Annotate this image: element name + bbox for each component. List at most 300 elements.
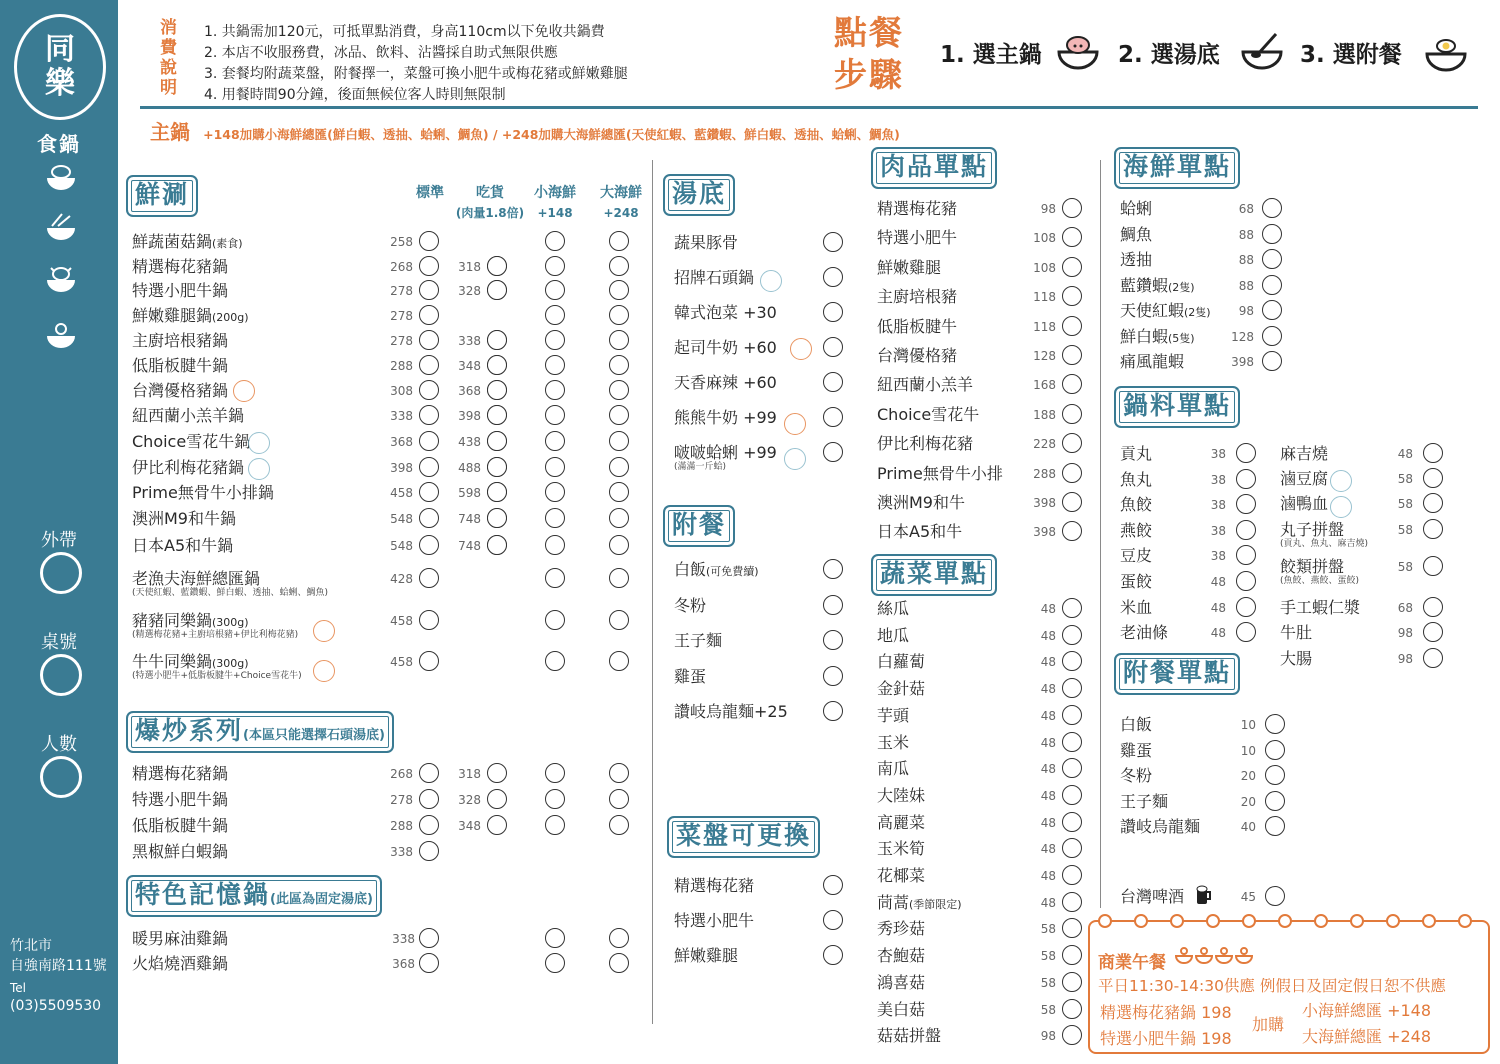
order-checkbox[interactable] <box>487 280 507 300</box>
item-name: 丸子拼盤 <box>1280 520 1345 539</box>
binder-ring <box>1134 914 1148 928</box>
item-price: 398 <box>1231 355 1254 369</box>
seal-stamp-icon <box>313 620 335 642</box>
item-price: 58 <box>1397 560 1413 574</box>
item-name: 精選梅花豬鍋 <box>132 257 229 276</box>
item-price: 48 <box>1040 735 1056 750</box>
stirfry-sub: (本區只能選擇石頭湯底) <box>243 728 385 743</box>
order-checkbox[interactable] <box>1062 286 1082 306</box>
notice-tag-char: 費 <box>160 38 177 58</box>
order-checkbox[interactable] <box>1423 493 1443 513</box>
tel-number: (03)5509530 <box>10 998 102 1014</box>
order-checkbox[interactable] <box>1062 972 1082 992</box>
order-checkbox[interactable] <box>823 267 843 287</box>
order-checkbox[interactable] <box>609 928 629 948</box>
item-price: 10 <box>1240 743 1256 758</box>
item-name: 秀珍菇 <box>877 919 926 939</box>
order-checkbox[interactable] <box>1236 469 1256 489</box>
order-checkbox[interactable] <box>487 256 507 276</box>
order-checkbox[interactable] <box>487 431 507 451</box>
main-pot-note <box>150 116 900 145</box>
order-checkbox[interactable] <box>609 535 629 555</box>
item-name: 透抽 <box>1120 250 1153 269</box>
order-checkbox[interactable] <box>1062 257 1082 277</box>
beer-mug-icon <box>1196 885 1212 905</box>
order-checkbox[interactable] <box>609 405 629 425</box>
order-checkbox[interactable] <box>487 330 507 350</box>
item-name: 藍鑽蝦(2隻) <box>1120 275 1195 295</box>
order-checkbox[interactable] <box>545 815 565 835</box>
item-price: 58 <box>1040 922 1056 937</box>
order-checkbox[interactable] <box>545 535 565 555</box>
item-price: 48 <box>1210 600 1226 615</box>
order-checkbox[interactable] <box>1265 816 1285 836</box>
order-checkbox[interactable] <box>1062 651 1082 671</box>
order-checkbox[interactable] <box>419 841 439 861</box>
item-name: 日本A5和牛鍋 <box>132 536 234 555</box>
item-price: 548 <box>390 539 413 553</box>
section-title-meat: 肉品單點 <box>871 147 997 189</box>
order-checkbox[interactable] <box>1062 404 1082 424</box>
order-checkbox[interactable] <box>1262 275 1282 295</box>
order-checkbox[interactable] <box>419 256 439 276</box>
order-checkbox[interactable] <box>1423 648 1443 668</box>
item-price: 48 <box>1040 895 1056 910</box>
seal-stamp-icon <box>784 413 806 435</box>
item-price: 598 <box>458 486 481 500</box>
order-checkbox[interactable] <box>545 305 565 325</box>
order-checkbox[interactable] <box>1262 300 1282 320</box>
takeout-checkbox[interactable] <box>40 552 82 594</box>
order-checkbox[interactable] <box>419 508 439 528</box>
order-checkbox[interactable] <box>487 815 507 835</box>
seal-stamp-icon <box>1330 496 1352 518</box>
seal-stamp-icon <box>784 448 806 470</box>
notice-tag-char: 消 <box>160 18 177 38</box>
order-checkbox[interactable] <box>419 305 439 325</box>
item-name: 高麗菜 <box>877 812 926 832</box>
order-checkbox[interactable] <box>823 337 843 357</box>
order-checkbox[interactable] <box>419 457 439 477</box>
order-checkbox[interactable] <box>609 256 629 276</box>
item-price: 118 <box>1033 290 1056 305</box>
order-checkbox[interactable] <box>1062 492 1082 512</box>
item-name: 大腸 <box>1280 649 1313 668</box>
table-number-field[interactable] <box>40 654 82 696</box>
section-title-memory <box>126 875 382 917</box>
item-name: 花椰菜 <box>877 866 926 885</box>
item-note: (200g) <box>212 311 249 324</box>
order-checkbox[interactable] <box>419 482 439 502</box>
order-checkbox[interactable] <box>1265 714 1285 734</box>
order-checkbox[interactable] <box>487 763 507 783</box>
item-price: 20 <box>1240 794 1256 809</box>
item-name: 大陸妹 <box>877 785 926 805</box>
item-price: 38 <box>1210 549 1226 564</box>
order-checkbox[interactable] <box>823 232 843 252</box>
seal-stamp-icon <box>233 380 255 402</box>
order-checkbox[interactable] <box>1423 622 1443 642</box>
order-checkbox[interactable] <box>609 231 629 251</box>
order-checkbox[interactable] <box>545 763 565 783</box>
item-price: 10 <box>1240 718 1256 732</box>
section-title-veg: 蔬菜單點 <box>871 554 997 596</box>
order-checkbox[interactable] <box>609 280 629 300</box>
order-checkbox[interactable] <box>419 568 439 588</box>
item-name: 麻吉燒 <box>1280 444 1329 463</box>
order-checkbox[interactable] <box>823 407 843 427</box>
item-price: 68 <box>1397 601 1413 615</box>
binder-ring <box>1278 914 1292 928</box>
item-price: 48 <box>1210 626 1226 641</box>
order-checkbox[interactable] <box>419 763 439 783</box>
order-checkbox[interactable] <box>545 482 565 502</box>
notice-line: 2. 本店不收服務費，冰品、飲料、沾醬採自助式無限供應 <box>204 45 558 61</box>
item-name: 痛風龍蝦 <box>1120 352 1185 371</box>
order-checkbox[interactable] <box>609 763 629 783</box>
item-price: 368 <box>390 435 413 449</box>
order-checkbox[interactable] <box>545 953 565 973</box>
item-name: 滷鴨血 <box>1280 494 1329 513</box>
order-checkbox[interactable] <box>419 431 439 451</box>
order-checkbox[interactable] <box>545 280 565 300</box>
order-checkbox[interactable] <box>1062 345 1082 365</box>
item-name: 低脂板腱牛鍋 <box>132 816 229 835</box>
item-name: 蛤蜊 <box>1120 199 1153 218</box>
item-name: 黑椒鮮白蝦鍋 <box>132 842 229 861</box>
order-checkbox[interactable] <box>1265 791 1285 811</box>
order-checkbox[interactable] <box>545 405 565 425</box>
order-checkbox[interactable] <box>1236 622 1256 642</box>
people-count-field[interactable] <box>40 756 82 798</box>
order-checkbox[interactable] <box>823 372 843 392</box>
item-price: 268 <box>390 260 413 274</box>
item-name: 豬豬同樂鍋(300g) <box>132 611 249 630</box>
order-checkbox[interactable] <box>1265 740 1285 760</box>
item-name: 冬粉 <box>674 596 707 615</box>
order-checkbox[interactable] <box>1062 521 1082 541</box>
item-price: 38 <box>1210 523 1226 538</box>
logo <box>14 14 106 120</box>
item-price: 288 <box>390 819 413 833</box>
order-checkbox[interactable] <box>419 330 439 350</box>
order-checkbox[interactable] <box>1062 892 1082 912</box>
order-checkbox[interactable] <box>1062 463 1082 483</box>
order-checkbox[interactable] <box>545 330 565 350</box>
item-price: 58 <box>1040 1002 1056 1017</box>
item-name: 米血 <box>1120 597 1153 617</box>
column-divider <box>652 160 653 1024</box>
item-price: 348 <box>458 819 481 833</box>
order-checkbox[interactable] <box>1062 865 1082 885</box>
order-checkbox[interactable] <box>609 508 629 528</box>
order-checkbox[interactable] <box>609 355 629 375</box>
order-checkbox[interactable] <box>1423 468 1443 488</box>
order-checkbox[interactable] <box>1062 316 1082 336</box>
section-title-side: 附餐 <box>663 505 735 547</box>
item-price: 288 <box>1033 466 1056 481</box>
order-checkbox[interactable] <box>1062 785 1082 805</box>
seal-stamp-icon <box>248 432 270 454</box>
order-checkbox[interactable] <box>609 482 629 502</box>
seal-stamp-icon <box>760 270 782 292</box>
order-checkbox[interactable] <box>419 380 439 400</box>
order-checkbox[interactable] <box>1062 227 1082 247</box>
order-checkbox[interactable] <box>1262 249 1282 269</box>
col-small-sea-sub: +148 <box>537 206 573 220</box>
order-checkbox[interactable] <box>545 431 565 451</box>
order-checkbox[interactable] <box>609 568 629 588</box>
order-checkbox[interactable] <box>545 256 565 276</box>
item-price: 338 <box>392 932 415 946</box>
item-price: 288 <box>390 359 413 373</box>
order-checkbox[interactable] <box>1062 678 1082 698</box>
order-checkbox[interactable] <box>609 305 629 325</box>
order-checkbox[interactable] <box>1062 198 1082 218</box>
item-name: 貢丸 <box>1120 444 1153 463</box>
section-title-veg-swap: 菜盤可更換 <box>667 816 820 858</box>
item-name: Prime無骨牛小排 <box>877 463 1003 483</box>
order-checkbox[interactable] <box>419 280 439 300</box>
item-price: 68 <box>1238 202 1254 216</box>
order-checkbox[interactable] <box>609 380 629 400</box>
order-checkbox[interactable] <box>487 355 507 375</box>
item-name: 白飯 <box>1120 715 1153 734</box>
item-price: 98 <box>1040 1029 1056 1044</box>
item-sub-note: (特選小肥牛+低脂板腱牛+Choice雪花牛) <box>132 671 302 681</box>
order-checkbox[interactable] <box>487 457 507 477</box>
item-price: 368 <box>458 384 481 398</box>
cow-pot-icon <box>44 264 78 298</box>
item-price: 58 <box>1397 523 1413 537</box>
section-title-xianshua: 鮮涮 <box>126 175 198 217</box>
order-checkbox[interactable] <box>1236 443 1256 463</box>
item-name: 特選小肥牛鍋 <box>132 281 229 300</box>
order-checkbox[interactable] <box>1423 519 1443 539</box>
seal-stamp-icon <box>248 458 270 480</box>
item-price: 98 <box>1238 304 1254 318</box>
binder-ring <box>1386 914 1400 928</box>
item-price: 438 <box>458 435 481 449</box>
item-price: 348 <box>458 359 481 373</box>
item-price: 45 <box>1240 890 1256 904</box>
order-checkbox[interactable] <box>419 651 439 671</box>
order-checkbox[interactable] <box>1265 765 1285 785</box>
item-price: 58 <box>1040 949 1056 964</box>
order-checkbox[interactable] <box>487 789 507 809</box>
lunch-set-1: 精選梅花豬鍋 198 <box>1100 1003 1232 1022</box>
binder-ring <box>1098 914 1112 928</box>
order-checkbox[interactable] <box>487 482 507 502</box>
item-price: 58 <box>1397 497 1413 511</box>
soup-bowl-icon <box>1240 32 1284 76</box>
order-checkbox[interactable] <box>609 789 629 809</box>
binder-ring <box>1458 914 1472 928</box>
order-checkbox[interactable] <box>1062 705 1082 725</box>
item-price: 48 <box>1397 447 1413 461</box>
item-price: 428 <box>390 572 413 586</box>
pig-pot-icon <box>1056 32 1100 76</box>
item-name: 台灣啤酒 <box>1120 887 1185 906</box>
order-checkbox[interactable] <box>1262 326 1282 346</box>
notice-tag-char: 明 <box>160 78 177 98</box>
item-name: 玉米 <box>877 732 910 752</box>
order-checkbox[interactable] <box>1062 433 1082 453</box>
order-checkbox[interactable] <box>823 630 843 650</box>
item-sub-note: (魚餃、燕餃、蛋餃) <box>1280 576 1360 586</box>
order-checkbox[interactable] <box>823 302 843 322</box>
order-checkbox[interactable] <box>545 457 565 477</box>
item-name: 餃類拼盤 <box>1280 557 1345 576</box>
seal-stamp-icon <box>1330 470 1352 492</box>
stirfry-title: 爆炒系列 <box>135 716 244 745</box>
order-checkbox[interactable] <box>487 535 507 555</box>
item-note: (300g) <box>212 616 249 629</box>
item-name: 滷豆腐 <box>1280 469 1329 488</box>
order-checkbox[interactable] <box>419 405 439 425</box>
order-checkbox[interactable] <box>609 431 629 451</box>
order-checkbox[interactable] <box>609 651 629 671</box>
notice-line: 1. 共鍋需加120元，可抵單點消費，身高110cm以下免收共鍋費 <box>204 24 605 40</box>
notice-line: 4. 用餐時間90分鐘，後面無候位客人時則無限制 <box>204 87 506 103</box>
steps-title-line: 點餐 <box>834 13 904 52</box>
order-checkbox[interactable] <box>1062 945 1082 965</box>
item-name: 主廚培根豬鍋 <box>132 331 229 350</box>
order-checkbox[interactable] <box>545 789 565 809</box>
people-label: 人數 <box>41 734 77 755</box>
order-checkbox[interactable] <box>1262 224 1282 244</box>
order-checkbox[interactable] <box>487 380 507 400</box>
item-name: 精選梅花豬 <box>674 876 755 895</box>
item-price: 108 <box>1033 260 1056 275</box>
order-checkbox[interactable] <box>1062 625 1082 645</box>
order-checkbox[interactable] <box>1423 443 1443 463</box>
item-name: 天使紅蝦(2隻) <box>1120 301 1211 320</box>
item-price: 48 <box>1040 682 1056 697</box>
item-name: 鮮蔬菌菇鍋(素食) <box>132 232 243 251</box>
order-checkbox[interactable] <box>1062 812 1082 832</box>
order-checkbox[interactable] <box>609 457 629 477</box>
item-price: 488 <box>458 461 481 475</box>
order-checkbox[interactable] <box>823 559 843 579</box>
order-checkbox[interactable] <box>823 910 843 930</box>
order-checkbox[interactable] <box>545 508 565 528</box>
order-checkbox[interactable] <box>1423 556 1443 576</box>
order-checkbox[interactable] <box>419 231 439 251</box>
order-checkbox[interactable] <box>609 330 629 350</box>
order-checkbox[interactable] <box>419 355 439 375</box>
order-checkbox[interactable] <box>1423 597 1443 617</box>
item-price: 98 <box>1397 652 1413 666</box>
item-name: 讚岐烏龍麵 <box>1120 817 1201 837</box>
order-checkbox[interactable] <box>1062 598 1082 618</box>
order-checkbox[interactable] <box>419 610 439 630</box>
item-name: 王子麵 <box>1120 791 1169 811</box>
order-checkbox[interactable] <box>609 953 629 973</box>
item-name: 白蘿蔔 <box>877 652 926 672</box>
order-checkbox[interactable] <box>545 380 565 400</box>
order-checkbox[interactable] <box>1062 838 1082 858</box>
item-name: 精選梅花豬 <box>877 199 958 218</box>
order-checkbox[interactable] <box>1062 918 1082 938</box>
order-checkbox[interactable] <box>609 815 629 835</box>
item-price: 548 <box>390 512 413 526</box>
order-checkbox[interactable] <box>1062 732 1082 752</box>
order-checkbox[interactable] <box>1062 999 1082 1019</box>
order-checkbox[interactable] <box>823 701 843 721</box>
order-checkbox[interactable] <box>609 610 629 630</box>
item-price: 368 <box>392 957 415 971</box>
item-name: 伊比利梅花豬鍋 <box>132 458 245 477</box>
order-checkbox[interactable] <box>545 928 565 948</box>
order-checkbox[interactable] <box>419 928 439 948</box>
item-price: 48 <box>1040 788 1056 803</box>
item-price: 338 <box>390 409 413 423</box>
order-checkbox[interactable] <box>1236 494 1256 514</box>
order-checkbox[interactable] <box>1262 351 1282 371</box>
order-checkbox[interactable] <box>1236 597 1256 617</box>
order-checkbox[interactable] <box>823 875 843 895</box>
order-checkbox[interactable] <box>1062 758 1082 778</box>
order-checkbox[interactable] <box>487 508 507 528</box>
order-checkbox[interactable] <box>1262 198 1282 218</box>
order-checkbox[interactable] <box>545 568 565 588</box>
item-price: 308 <box>390 384 413 398</box>
order-checkbox[interactable] <box>823 945 843 965</box>
order-checkbox[interactable] <box>419 789 439 809</box>
order-checkbox[interactable] <box>487 405 507 425</box>
order-checkbox[interactable] <box>1265 886 1285 906</box>
order-checkbox[interactable] <box>1062 1025 1082 1045</box>
item-price: 458 <box>390 655 413 669</box>
order-checkbox[interactable] <box>1236 571 1256 591</box>
item-name: 特選小肥牛 <box>674 911 755 930</box>
order-checkbox[interactable] <box>1062 374 1082 394</box>
item-name: 美白菇 <box>877 999 926 1019</box>
item-price: 98 <box>1040 202 1056 216</box>
item-price: 38 <box>1210 447 1226 461</box>
item-name: 菇菇拼盤 <box>877 1026 942 1046</box>
item-name: 招牌石頭鍋 <box>674 268 755 287</box>
order-checkbox[interactable] <box>419 953 439 973</box>
order-checkbox[interactable] <box>419 535 439 555</box>
brand-name: 食鍋 <box>37 132 81 156</box>
section-title-seafood: 海鮮單點 <box>1114 147 1240 189</box>
order-checkbox[interactable] <box>545 610 565 630</box>
order-checkbox[interactable] <box>545 231 565 251</box>
item-sub-note: (滿滿一斤蛤) <box>674 462 727 472</box>
item-price: 58 <box>1397 472 1413 486</box>
order-checkbox[interactable] <box>823 442 843 462</box>
item-price: 278 <box>390 284 413 298</box>
item-name: 豆皮 <box>1120 546 1153 566</box>
item-name: 鴻喜菇 <box>877 972 926 992</box>
order-checkbox[interactable] <box>1236 545 1256 565</box>
item-price: 88 <box>1238 278 1254 293</box>
order-checkbox[interactable] <box>823 595 843 615</box>
order-checkbox[interactable] <box>419 815 439 835</box>
sidebar <box>0 0 118 1064</box>
item-name: 紐西蘭小羔羊 <box>877 375 974 395</box>
item-price: 328 <box>458 284 481 298</box>
order-checkbox[interactable] <box>823 666 843 686</box>
item-note: (2隻) <box>1184 306 1211 319</box>
order-checkbox[interactable] <box>545 355 565 375</box>
item-name: 讚岐烏龍麵+25 <box>674 702 788 721</box>
order-checkbox[interactable] <box>545 651 565 671</box>
item-price: 40 <box>1240 820 1256 835</box>
order-checkbox[interactable] <box>1236 520 1256 540</box>
